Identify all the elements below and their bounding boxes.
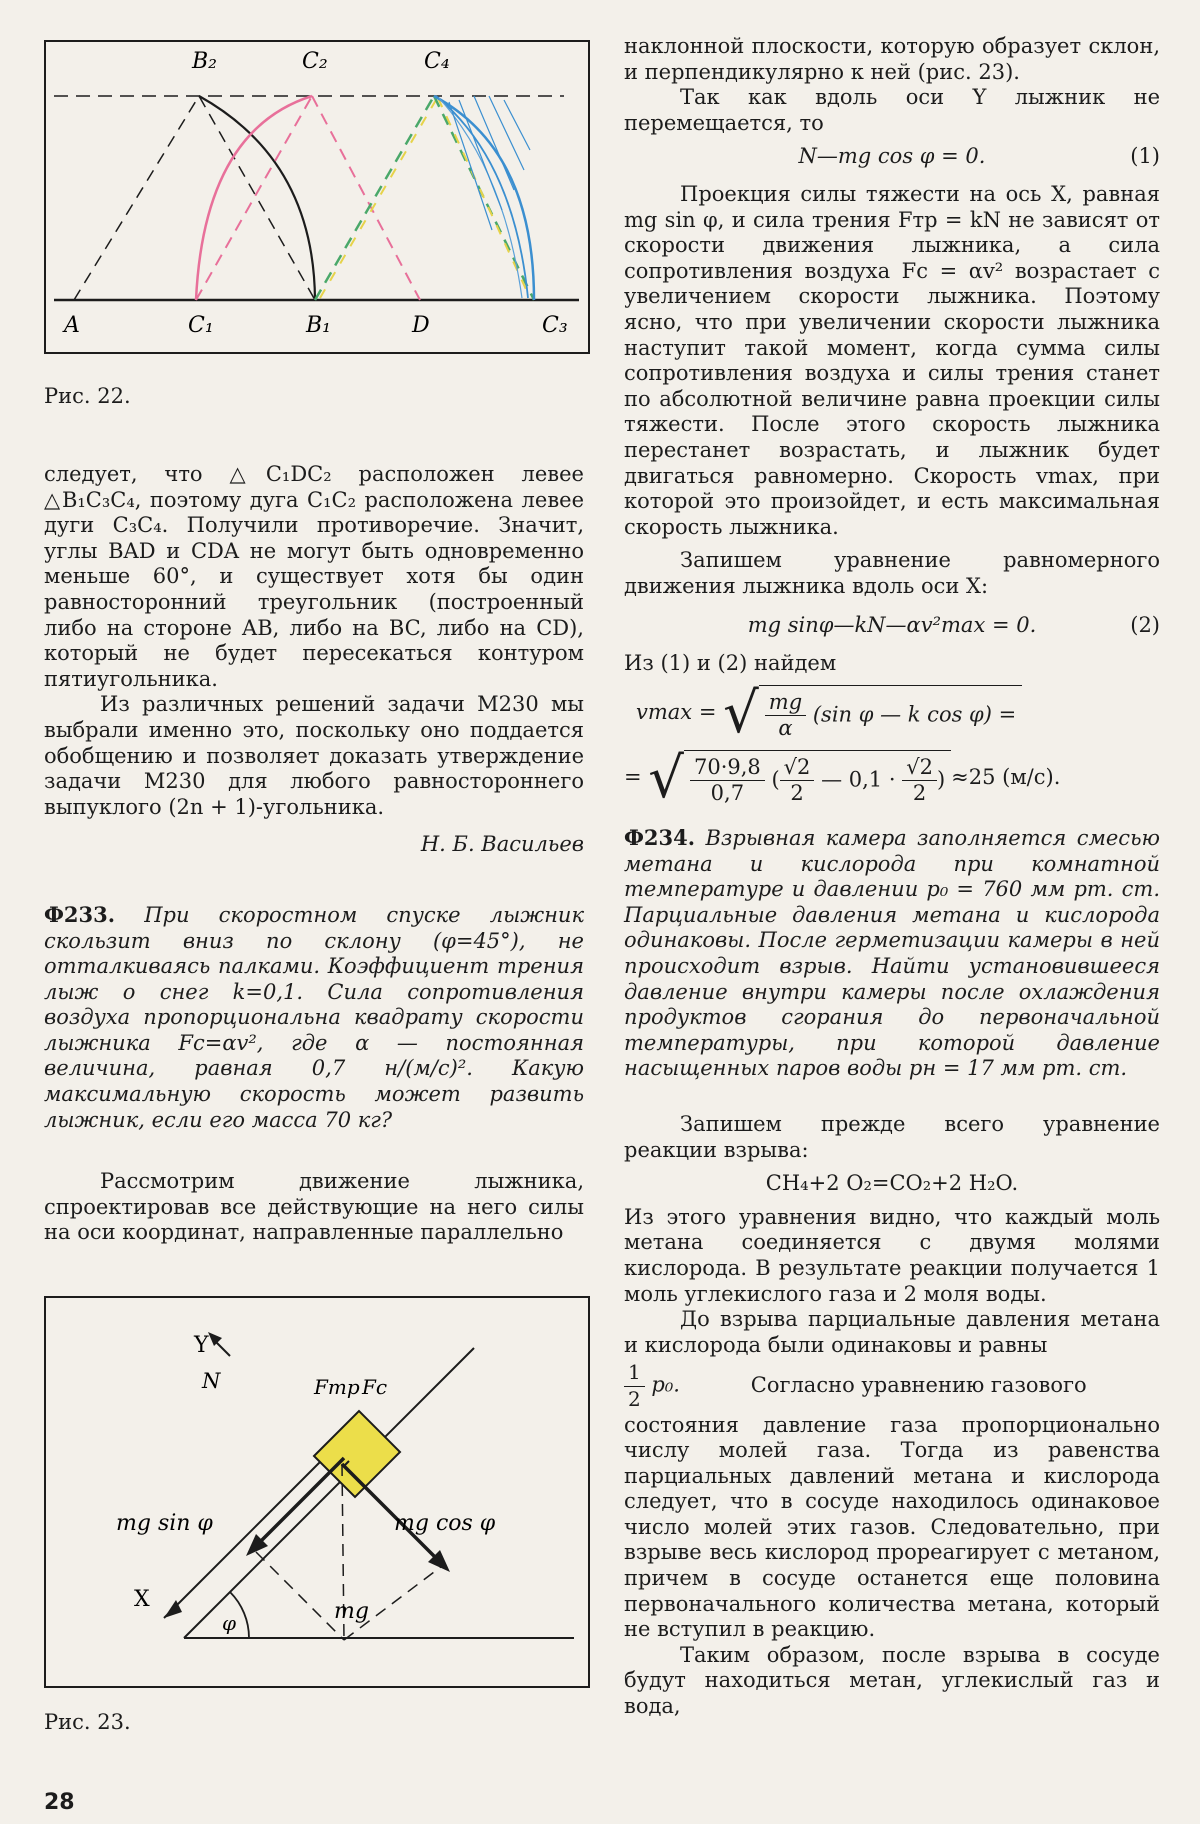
signature: Н. Б. Васильев [420,832,584,857]
left-para-3: Рассмотрим движение лыжника, спроектировав все действующие на него силы на оси координат, направленные параллельно [44,1169,584,1245]
label-A: A [64,313,80,338]
figure-22-caption: Рис. 22. [44,384,131,408]
left-para-2: Из различных решений задачи М230 мы выбрали именно это, поскольку оно поддается обобщению и позволяет доказать утверждение задачи М230 для любого равностороннего выпуклого (2n + 1)-угольника. [44,692,584,819]
two-b: 2 [912,781,927,806]
label-mg-cos: mg cos φ [394,1511,496,1536]
right-para-8a: До взрыва парциальные давления метана и кислорода были одинаковы и равны [624,1307,1160,1357]
p0-label: p₀. [651,1372,680,1397]
numeric-frac-den: 0,7 [710,781,745,806]
problem-f233-text: При скоростном спуске лыжник скользит вниз по склону (φ=45°), не отталкиваясь палками. Коэффициент трения лыж о снег k=0,1. Сила сопротивления воздуха пропорциональна квадрату скорости лыжника Fс=αv², где α — постоянная величина, равная 0,7 н/(м/с)². Какую максимальную скорость может развить лыжник, если его масса 70 кг? [44,902,584,1132]
equation-2-number: (2) [1130,613,1160,638]
vmax-lhs: vmax = [636,699,717,724]
equation-1-body: N—mg cos φ = 0. [798,144,986,169]
equation-2-body: mg sinφ—kN—αv²max = 0. [747,613,1037,638]
figure-23 [44,1296,590,1688]
label-B1: B₁ [306,313,331,338]
label-D: D [412,313,430,338]
right-para-10: Таким образом, после взрыва в сосуде будут находиться метан, углекислый газ и вода, [624,1642,1160,1719]
label-n: N [202,1369,221,1393]
label-mg-sin: mg sin φ [116,1511,213,1536]
problem-f233-id: Ф233. [44,901,116,927]
vmax-frac-den: α [778,716,793,741]
equation-2 [624,613,1160,639]
page-number: 28 [44,1790,75,1815]
label-C3: C₃ [542,313,568,338]
sqrt2-a: √2 [780,755,815,782]
label-C2: C₂ [302,49,328,74]
numeric-frac-num: 70·9,8 [690,755,765,782]
problem-f234-text: Взрывная камера заполняется смесью метана и кислорода при комнатной температуре и давлении p₀ = 760 мм рт. ст. Парциальные давления метана и кислорода одинаковы. После герметизации камеры в ней происходит взрыв. Найти установившееся давление внутри камеры после охлаждения продуктов сгорания до первоначальной температуры, при которой давление насыщенных паров воды pн = 17 мм рт. ст. [624,826,1160,1081]
right-para-8b: Согласно уравнению газового [750,1372,1087,1397]
numeric-result: ≈25 (м/с). [951,764,1061,789]
left-para-1: следует, что △C₁DC₂ расположен левее △B₁C₃C₄, поэтому дуга C₁C₂ расположена левее дуги C₃C₄. Получили противоречие. Значит, углы BAD и CDA не могут быть одновременно меньше 60°, и существует хотя бы один равносторонний треугольник (построенный либо на стороне AB, либо на BC, либо на CD), который не будет пересекаться контуром пятиугольника. [44,462,584,691]
right-column [624,34,1160,1720]
right-para-3: Проекция силы тяжести на ось X, равная mg sin φ, и сила трения Fтр = kN не зависят от скорости движения лыжника, а сила сопротивления воздуха Fс = αv² возрастает с увеличением скорости лыжника. Поэтому ясно, что при увеличении скорости лыжника наступит такой момент, когда сумма силы сопротивления воздуха и силы трения станет по абсолютной величине равна проекции силы тяжести. После этого скорость лыжника перестанет возрастать, и лыжник будет двигаться равномерно. Скорость vmax, при которой это произойдет, и есть максимальная скорость лыжника. [624,181,1160,539]
half-num: 1 [624,1360,645,1387]
vmax-formula: vmax = √ $\frac{mg}{\alpha}$ (sin φ — k cos φ) = [636,685,1160,742]
label-phi: φ [222,1611,237,1635]
right-para-5: Из (1) и (2) найдем [624,651,837,676]
numeric-formula: = √ $\frac{70\cdot 9,8}{0,7}$ ( $\frac{√2}{2}$ — 0,1 · $\frac{√2}{2}$ )≈25 (м/с). [624,745,1061,811]
sqrt2-b: √2 [902,755,937,782]
right-para-1: наклонной плоскости, которую образует склон, и перпендикулярно к ней (рис. 23). [624,34,1160,84]
label-ftr: Fтр [314,1375,360,1399]
figure-22 [44,40,590,354]
label-y-axis: Y [194,1333,209,1358]
left-column [44,462,584,1246]
vmax-rest: (sin φ — k cos φ) = [812,702,1017,727]
reaction-equation: CH₄+2 O₂=CO₂+2 H₂O. [765,1171,1019,1196]
problem-f234-id: Ф234. [624,825,696,851]
right-para-4: Запишем уравнение равномерного движения лыжника вдоль оси X: [624,548,1160,598]
right-para-9: состояния давление газа пропорционально числу молей газа. Тогда из равенства парциальных давлений метана и кислорода следует, что в сосуде находилось одинаковое число молей этих газов. Следовательно, при взрыве весь кислород прореагирует с метаном, причем в сосуде останется еще половина первоначального количества метана, который не вступил в реакцию. [624,1412,1160,1642]
label-mg: mg [334,1599,369,1624]
half-den: 2 [628,1386,641,1411]
equation-1 [624,144,1160,170]
right-para-2: Так как вдоль оси Y лыжник не перемещается, то [624,85,1160,135]
label-C4: C₄ [424,49,450,74]
label-x-axis: X [134,1587,150,1612]
label-B2: B₂ [192,49,217,74]
two-a: 2 [790,781,804,806]
right-para-7: Из этого уравнения видно, что каждый моль метана соединяется с двумя молями кислорода. В результате реакции получается 1 моль углекислого газа и 2 моля воды. [624,1204,1160,1306]
figure-23-caption: Рис. 23. [44,1710,131,1734]
right-para-6: Запишем прежде всего уравнение реакции взрыва: [624,1111,1160,1162]
equation-1-number: (1) [1130,144,1160,169]
label-fc: Fс [362,1375,388,1399]
label-C1: C₁ [188,313,214,338]
numeric-mid: — 0,1 · [821,767,896,792]
vmax-frac-num: mg [765,690,806,717]
